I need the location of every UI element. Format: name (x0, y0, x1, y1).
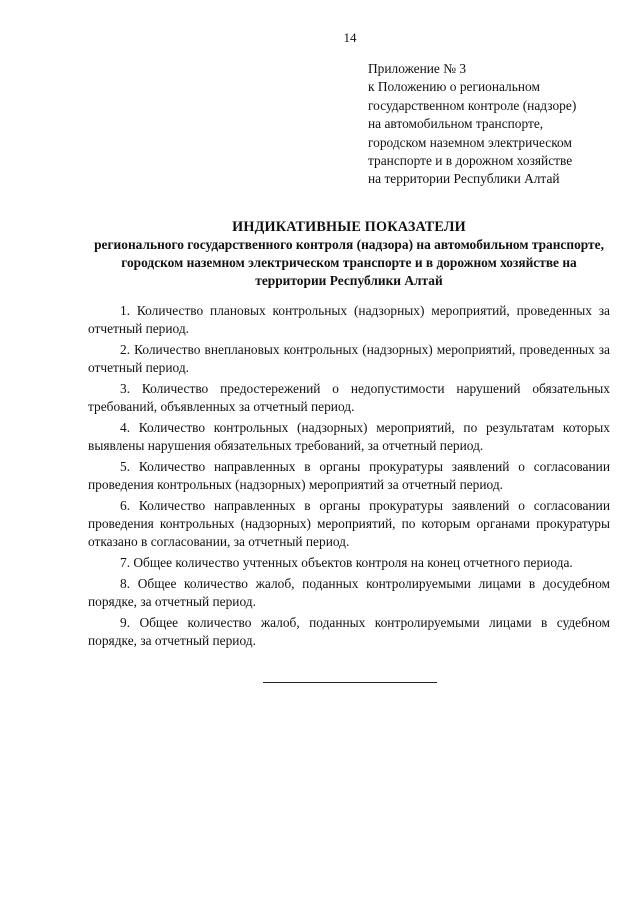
indicator-list (88, 302, 610, 653)
indicator-item-6: 6. Количество направленных в органы прокуратуры заявлений о согласовании проведения контрольных (надзорных) мероприятий, по которым органами прокуратуры отказано в согласовании, за отчетный период. (88, 498, 610, 549)
appendix-line: транспорте и в дорожном хозяйстве (368, 153, 573, 169)
title-heading: ИНДИКАТИВНЫЕ ПОКАЗАТЕЛИ (232, 219, 466, 235)
end-divider (263, 682, 437, 683)
indicator-item-1: 1. Количество плановых контрольных (надзорных) мероприятий, проведенных за отчетный период. (88, 303, 610, 336)
indicator-item-3: 3. Количество предостережений о недопустимости нарушений обязательных требований, объявленных за отчетный период. (88, 381, 610, 414)
indicator-item-4: 4. Количество контрольных (надзорных) мероприятий, по результатам которых выявлены нарушения обязательных требований, за отчетный период. (88, 420, 610, 453)
title-subheading: регионального государственного контроля (надзора) на автомобильном транспорте, городском наземном электрическом транспорте и в дорожном хозяйстве на территории Республики Алтай (94, 237, 604, 288)
appendix-line: городском наземном электрическом (368, 134, 572, 150)
indicator-item-7: 7. Общее количество учтенных объектов контроля на конец отчетного периода. (120, 555, 573, 570)
appendix-line: к Положению о региональном (368, 79, 540, 95)
appendix-note (368, 60, 609, 189)
indicator-item-5: 5. Количество направленных в органы прокуратуры заявлений о согласовании проведения контрольных (надзорных) мероприятий за отчетный период. (88, 459, 610, 492)
indicator-item-8: 8. Общее количество жалоб, поданных контролируемыми лицами в досудебном порядке, за отчетный период. (88, 576, 610, 609)
indicator-item-9: 9. Общее количество жалоб, поданных контролируемыми лицами в судебном порядке, за отчетный период. (88, 615, 610, 648)
appendix-line: на автомобильном транспорте, (368, 116, 544, 132)
appendix-line: на территории Республики Алтай (368, 171, 560, 187)
document-title (88, 218, 610, 290)
appendix-line: государственном контроле (надзоре) (368, 97, 577, 113)
indicator-item-2: 2. Количество внеплановых контрольных (надзорных) мероприятий, проведенных за отчетный период. (88, 342, 610, 375)
page-number: 14 (343, 30, 357, 45)
appendix-line: Приложение № 3 (368, 61, 467, 76)
